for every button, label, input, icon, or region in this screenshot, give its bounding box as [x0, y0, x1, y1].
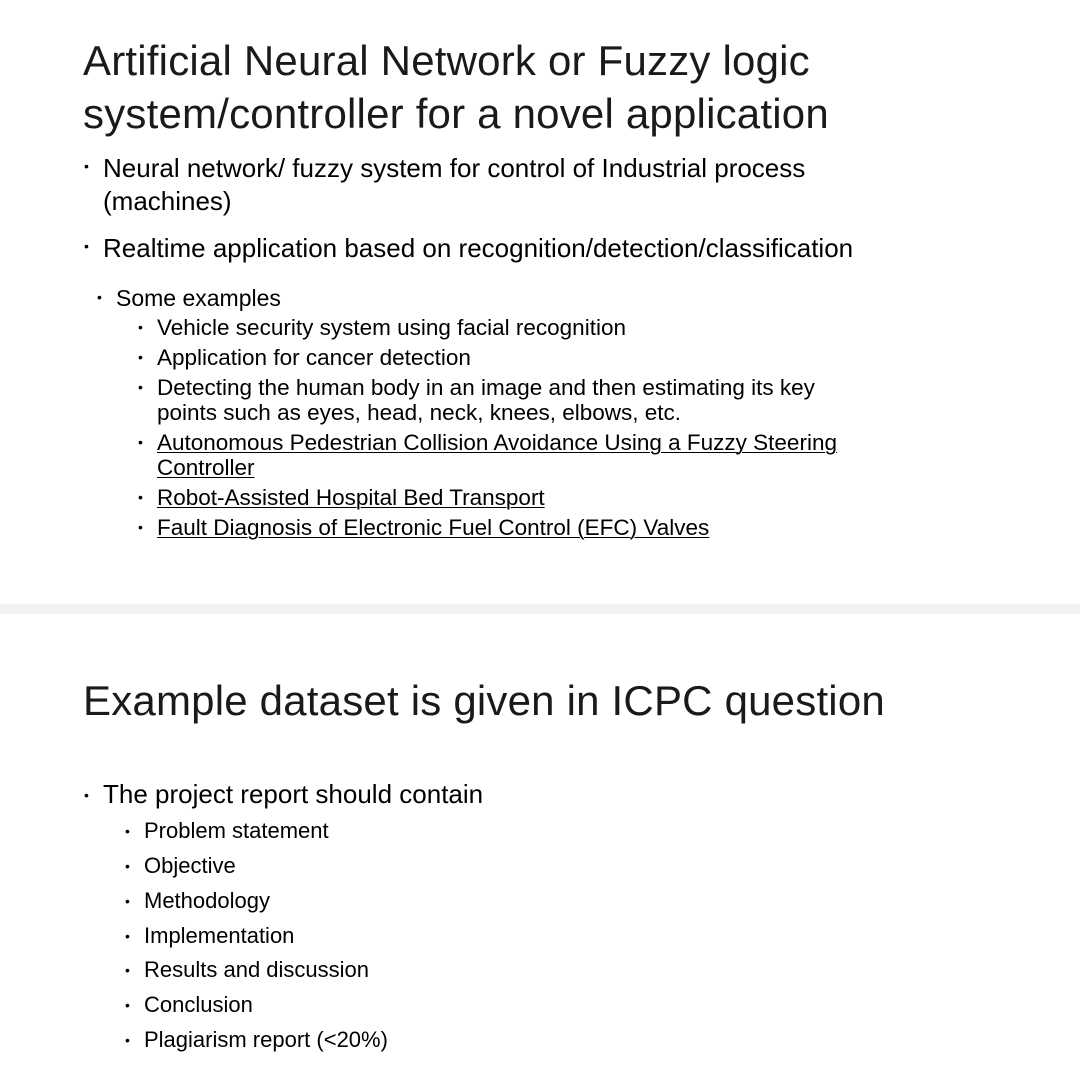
link-text-line-2[interactable]: Controller: [157, 455, 255, 480]
bullet-glyph: •: [125, 893, 130, 909]
link-pedestrian-collision-avoidance[interactable]: [157, 430, 837, 480]
example-text-line-1: Detecting the human body in an image and then estimating its key: [157, 375, 815, 400]
report-item-problem-statement: Problem statement: [144, 818, 329, 843]
example-text-line-2: points such as eyes, head, neck, knees, elbows, etc.: [157, 400, 682, 425]
sub-heading-some-examples: Some examples: [116, 285, 281, 311]
bullet-glyph: •: [84, 787, 89, 803]
slide-1-title: [83, 34, 1023, 140]
report-item-results-discussion: Results and discussion: [144, 957, 370, 982]
bullet-glyph: •: [97, 289, 102, 305]
bullet-glyph: •: [138, 349, 143, 365]
report-item-plagiarism-report: Plagiarism report (<20%): [144, 1027, 388, 1052]
example-body-keypoints: [157, 375, 815, 425]
bullet-glyph: •: [125, 928, 130, 944]
bullet-glyph: •: [138, 319, 143, 335]
bullet-glyph: •: [138, 519, 143, 535]
slide-1-title-line-2: system/controller for a novel application: [83, 90, 829, 137]
bullet-industrial-control: [103, 152, 805, 218]
slide-2-title: Example dataset is given in ICPC question: [83, 677, 885, 724]
bullet-report-contents: The project report should contain: [103, 779, 484, 809]
bullet-glyph: •: [138, 434, 143, 450]
slide-2: [0, 614, 1080, 1079]
bullet-glyph: •: [125, 1032, 130, 1048]
bullet-realtime-application: Realtime application based on recognition/detection/classification: [103, 233, 854, 263]
example-cancer-detection: Application for cancer detection: [157, 345, 471, 370]
bullet-glyph: •: [84, 238, 89, 254]
bullet-glyph: •: [125, 962, 130, 978]
link-efc-valve-fault-diagnosis[interactable]: Fault Diagnosis of Electronic Fuel Control (EFC) Valves: [157, 515, 710, 540]
bullet-text-line-2: (machines): [103, 186, 232, 216]
bullet-text-line-1: Neural network/ fuzzy system for control of Industrial process: [103, 153, 806, 183]
bullet-glyph: •: [138, 489, 143, 505]
bullet-glyph: •: [125, 823, 130, 839]
slide-1-title-line-1: Artificial Neural Network or Fuzzy logic: [83, 37, 810, 84]
bullet-glyph: •: [125, 997, 130, 1013]
bullet-glyph: •: [138, 379, 143, 395]
report-item-objective: Objective: [144, 853, 236, 878]
slide-separator: [0, 604, 1080, 614]
bullet-glyph: •: [125, 858, 130, 874]
report-item-methodology: Methodology: [144, 888, 270, 913]
link-robot-assisted-bed-transport[interactable]: Robot-Assisted Hospital Bed Transport: [157, 485, 545, 510]
link-text-line-1[interactable]: Autonomous Pedestrian Collision Avoidance Using a Fuzzy Steering: [157, 430, 837, 455]
example-vehicle-security: Vehicle security system using facial recognition: [157, 315, 626, 340]
report-item-conclusion: Conclusion: [144, 992, 253, 1017]
report-item-implementation: Implementation: [144, 923, 295, 948]
bullet-glyph: •: [84, 158, 89, 174]
